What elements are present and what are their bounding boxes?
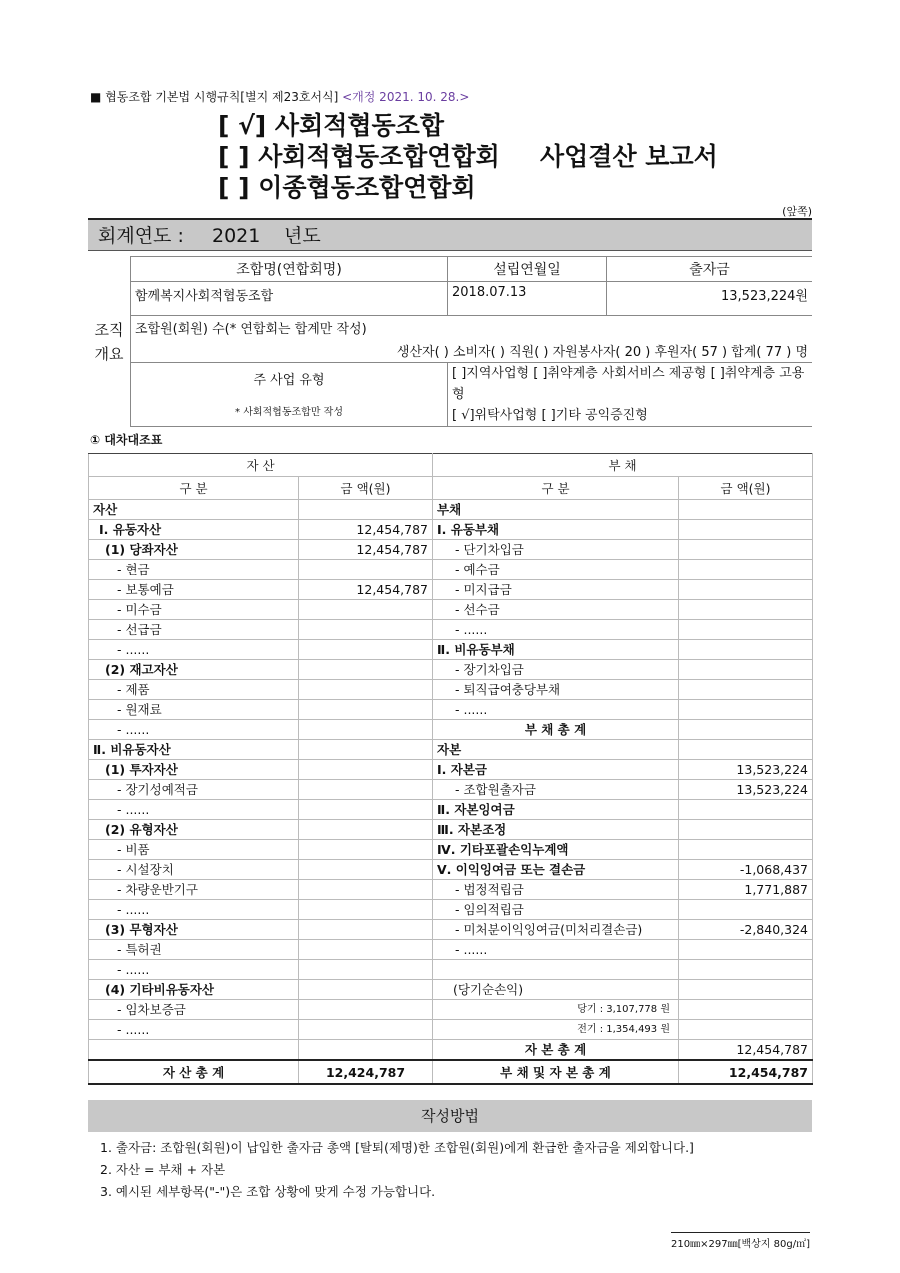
total-assets-value: 12,424,787	[299, 1060, 433, 1084]
balance-sheet-row	[89, 640, 813, 660]
asset-item: - 미수금	[89, 600, 299, 620]
balance-sheet-row	[89, 560, 813, 580]
title-option-1: [ √] 사회적협동조합	[218, 111, 444, 140]
org-section-label: 조직 개요	[88, 257, 131, 427]
liab-amount	[679, 800, 813, 820]
balance-sheet	[88, 453, 813, 1085]
liab-item: - 퇴직급여충당부채	[433, 680, 679, 700]
biz-type-options	[448, 363, 813, 427]
balance-sheet-body	[89, 500, 813, 1061]
asset-item: - 보통예금	[89, 580, 299, 600]
total-liab-equity-value: 12,454,787	[679, 1060, 813, 1084]
asset-item: - 원재료	[89, 700, 299, 720]
asset-item: - 비품	[89, 840, 299, 860]
liab-item: Ⅳ. 기타포괄손익누계액	[433, 840, 679, 860]
liab-amount	[679, 740, 813, 760]
asset-amount	[299, 620, 433, 640]
asset-item: - ......	[89, 800, 299, 820]
report-title	[218, 110, 718, 203]
asset-amount	[299, 640, 433, 660]
asset-item: - 제품	[89, 680, 299, 700]
liab-item: 전기 : 1,354,493 원	[433, 1020, 679, 1040]
balance-sheet-row	[89, 980, 813, 1000]
balance-sheet-row	[89, 800, 813, 820]
asset-item: - ......	[89, 900, 299, 920]
asset-amount	[299, 880, 433, 900]
fiscal-year-value: 2021	[212, 225, 261, 247]
asset-amount	[299, 720, 433, 740]
asset-item-header: 구 분	[89, 477, 299, 500]
liab-amount	[679, 1020, 813, 1040]
liab-item: Ⅲ. 자본조정	[433, 820, 679, 840]
liab-item: - 단기차입금	[433, 540, 679, 560]
asset-amount	[299, 600, 433, 620]
asset-item: (2) 재고자산	[89, 660, 299, 680]
liab-item: - 선수금	[433, 600, 679, 620]
liab-item	[433, 960, 679, 980]
assets-header: 자 산	[89, 454, 433, 477]
members-count: 생산자( ) 소비자( ) 직원( ) 자원봉사자( 20 ) 후원자( 57 ) 합계( 77 ) 명	[131, 338, 813, 363]
liab-amount	[679, 940, 813, 960]
liab-amount	[679, 680, 813, 700]
balance-sheet-row	[89, 820, 813, 840]
asset-item: (2) 유형자산	[89, 820, 299, 840]
asset-item: (1) 당좌자산	[89, 540, 299, 560]
asset-amount	[299, 760, 433, 780]
asset-item: - 임차보증금	[89, 1000, 299, 1020]
balance-sheet-row	[89, 900, 813, 920]
liab-amount: -2,840,324	[679, 920, 813, 940]
asset-amount	[299, 920, 433, 940]
liab-item-header: 구 분	[433, 477, 679, 500]
balance-sheet-heading: ① 대차대조표	[90, 433, 163, 447]
balance-sheet-row	[89, 580, 813, 600]
liab-item: 당기 : 3,107,778 원	[433, 1000, 679, 1020]
liabilities-header: 부 채	[433, 454, 813, 477]
asset-item: - 차량운반기구	[89, 880, 299, 900]
org-founding-date: 2018.07.13	[448, 282, 607, 316]
balance-sheet-row	[89, 680, 813, 700]
balance-sheet-row	[89, 860, 813, 880]
liab-item: - 법정적립금	[433, 880, 679, 900]
liab-amount	[679, 820, 813, 840]
asset-amount	[299, 1040, 433, 1061]
title-option-3: [ ] 이종협동조합연합회	[218, 173, 476, 202]
law-reference: ■ 협동조합 기본법 시행규칙[별지 제23호서식]	[90, 90, 339, 104]
liab-item: Ⅱ. 비유동부채	[433, 640, 679, 660]
asset-amount	[299, 960, 433, 980]
asset-amount	[299, 940, 433, 960]
liab-amount	[679, 600, 813, 620]
asset-amount	[299, 560, 433, 580]
asset-item: - ......	[89, 1020, 299, 1040]
liab-amount	[679, 700, 813, 720]
liab-item: - 미지급금	[433, 580, 679, 600]
instruction-item: 3. 예시된 세부항목("-")은 조합 상황에 맞게 수정 가능합니다.	[100, 1184, 436, 1199]
balance-sheet-row	[89, 1040, 813, 1061]
balance-sheet-row	[89, 1000, 813, 1020]
liab-item: 부 채 총 계	[433, 720, 679, 740]
balance-sheet-row	[89, 620, 813, 640]
paper-spec: 210㎜×297㎜[백상지 80g/㎡]	[671, 1232, 810, 1250]
balance-sheet-row	[89, 1020, 813, 1040]
asset-item: - 현금	[89, 560, 299, 580]
biz-type-note: * 사회적협동조합만 작성	[131, 395, 448, 427]
balance-sheet-row	[89, 740, 813, 760]
asset-item	[89, 1040, 299, 1061]
liab-amount	[679, 540, 813, 560]
page-side-label: (앞쪽)	[782, 205, 812, 218]
asset-amount	[299, 900, 433, 920]
liab-item: 자 본 총 계	[433, 1040, 679, 1061]
liab-item: Ⅴ. 이익잉여금 또는 결손금	[433, 860, 679, 880]
form-reference	[90, 88, 469, 105]
asset-amount	[299, 1000, 433, 1020]
asset-item: Ⅰ. 유동자산	[89, 520, 299, 540]
report-name: 사업결산 보고서	[540, 142, 718, 171]
liab-item: (당기순손익)	[433, 980, 679, 1000]
liab-amount: 13,523,224	[679, 780, 813, 800]
fiscal-year-unit: 년도	[284, 225, 321, 247]
balance-sheet-row	[89, 700, 813, 720]
total-assets-label: 자 산 총 계	[89, 1060, 299, 1084]
asset-amount	[299, 820, 433, 840]
total-liab-equity-label: 부 채 및 자 본 총 계	[433, 1060, 679, 1084]
liab-amount: -1,068,437	[679, 860, 813, 880]
balance-sheet-row	[89, 780, 813, 800]
asset-item: (4) 기타비유동자산	[89, 980, 299, 1000]
asset-item: (1) 투자자산	[89, 760, 299, 780]
liab-amount	[679, 720, 813, 740]
asset-item: Ⅱ. 비유동자산	[89, 740, 299, 760]
liab-item: Ⅱ. 자본잉여금	[433, 800, 679, 820]
biz-type-label: 주 사업 유형	[131, 363, 448, 395]
org-capital-header: 출자금	[607, 257, 813, 282]
liab-amount	[679, 500, 813, 520]
members-title: 조합원(회원) 수(* 연합회는 합계만 작성)	[131, 316, 813, 339]
instruction-item: 2. 자산 = 부채 + 자본	[100, 1162, 226, 1177]
biz-type-line-1: [ ]지역사업형 [ ]취약계층 사회서비스 제공형 [ ]취약계층 고용형	[452, 366, 805, 402]
liab-item: 자본	[433, 740, 679, 760]
asset-amount	[299, 700, 433, 720]
liab-item: - 미처분이익잉여금(미처리결손금)	[433, 920, 679, 940]
balance-sheet-row	[89, 920, 813, 940]
liab-amount: 13,523,224	[679, 760, 813, 780]
liab-amount	[679, 840, 813, 860]
asset-item: - ......	[89, 640, 299, 660]
liab-item: - 예수금	[433, 560, 679, 580]
asset-amount	[299, 840, 433, 860]
asset-amount	[299, 680, 433, 700]
balance-sheet-row	[89, 500, 813, 520]
asset-amount	[299, 500, 433, 520]
balance-sheet-row	[89, 960, 813, 980]
liab-amount	[679, 900, 813, 920]
asset-amount	[299, 800, 433, 820]
asset-amount	[299, 740, 433, 760]
balance-sheet-row	[89, 520, 813, 540]
org-capital: 13,523,224원	[607, 282, 813, 316]
liab-item: - ......	[433, 620, 679, 640]
balance-sheet-row	[89, 540, 813, 560]
org-name-header: 조합명(연합회명)	[131, 257, 448, 282]
balance-sheet-row	[89, 880, 813, 900]
asset-item: - 시설장치	[89, 860, 299, 880]
asset-amount-header: 금 액(원)	[299, 477, 433, 500]
biz-type-line-2: [ √]위탁사업형 [ ]기타 공익증진형	[452, 408, 648, 423]
asset-amount: 12,454,787	[299, 520, 433, 540]
liab-item: - ......	[433, 940, 679, 960]
liab-amount: 1,771,887	[679, 880, 813, 900]
asset-item: 자산	[89, 500, 299, 520]
asset-amount	[299, 980, 433, 1000]
asset-amount	[299, 660, 433, 680]
revision-date: <개정 2021. 10. 28.>	[342, 90, 470, 104]
liab-amount	[679, 580, 813, 600]
instructions-list	[100, 1137, 694, 1203]
asset-amount	[299, 860, 433, 880]
asset-item: (3) 무형자산	[89, 920, 299, 940]
liab-item: Ⅰ. 자본금	[433, 760, 679, 780]
organization-overview	[88, 256, 812, 427]
liab-item: Ⅰ. 유동부채	[433, 520, 679, 540]
instruction-item: 1. 출자금: 조합원(회원)이 납입한 출자금 총액 [탈퇴(제명)한 조합원(회원)에게 환급한 출자금을 제외합니다.]	[100, 1140, 694, 1155]
asset-amount	[299, 780, 433, 800]
org-date-header: 설립연월일	[448, 257, 607, 282]
instructions-header: 작성방법	[88, 1100, 812, 1132]
asset-amount: 12,454,787	[299, 580, 433, 600]
liab-amount	[679, 660, 813, 680]
asset-item: - ......	[89, 720, 299, 740]
balance-sheet-row	[89, 940, 813, 960]
liab-amount	[679, 560, 813, 580]
liab-amount	[679, 1000, 813, 1020]
liab-amount	[679, 520, 813, 540]
asset-item: - 특허권	[89, 940, 299, 960]
liab-amount	[679, 980, 813, 1000]
balance-sheet-row	[89, 660, 813, 680]
balance-sheet-row	[89, 840, 813, 860]
balance-sheet-total-row	[89, 1060, 813, 1084]
liab-amount	[679, 620, 813, 640]
asset-amount: 12,454,787	[299, 540, 433, 560]
liab-amount	[679, 960, 813, 980]
fiscal-year-bar	[88, 218, 812, 251]
balance-sheet-row	[89, 720, 813, 740]
liab-amount: 12,454,787	[679, 1040, 813, 1061]
asset-item: - 선급금	[89, 620, 299, 640]
asset-amount	[299, 1020, 433, 1040]
liab-amount	[679, 640, 813, 660]
asset-item: - ......	[89, 960, 299, 980]
liab-amount-header: 금 액(원)	[679, 477, 813, 500]
liab-item: - 조합원출자금	[433, 780, 679, 800]
title-option-2: [ ] 사회적협동조합연합회	[218, 142, 500, 171]
liab-item: - 장기차입금	[433, 660, 679, 680]
fiscal-year-label: 회계연도 :	[98, 225, 184, 247]
balance-sheet-row	[89, 600, 813, 620]
org-name: 함께복지사회적협동조합	[131, 282, 448, 316]
liab-item: 부채	[433, 500, 679, 520]
liab-item: - 임의적립금	[433, 900, 679, 920]
liab-item: - ......	[433, 700, 679, 720]
asset-item: - 장기성예적금	[89, 780, 299, 800]
balance-sheet-row	[89, 760, 813, 780]
